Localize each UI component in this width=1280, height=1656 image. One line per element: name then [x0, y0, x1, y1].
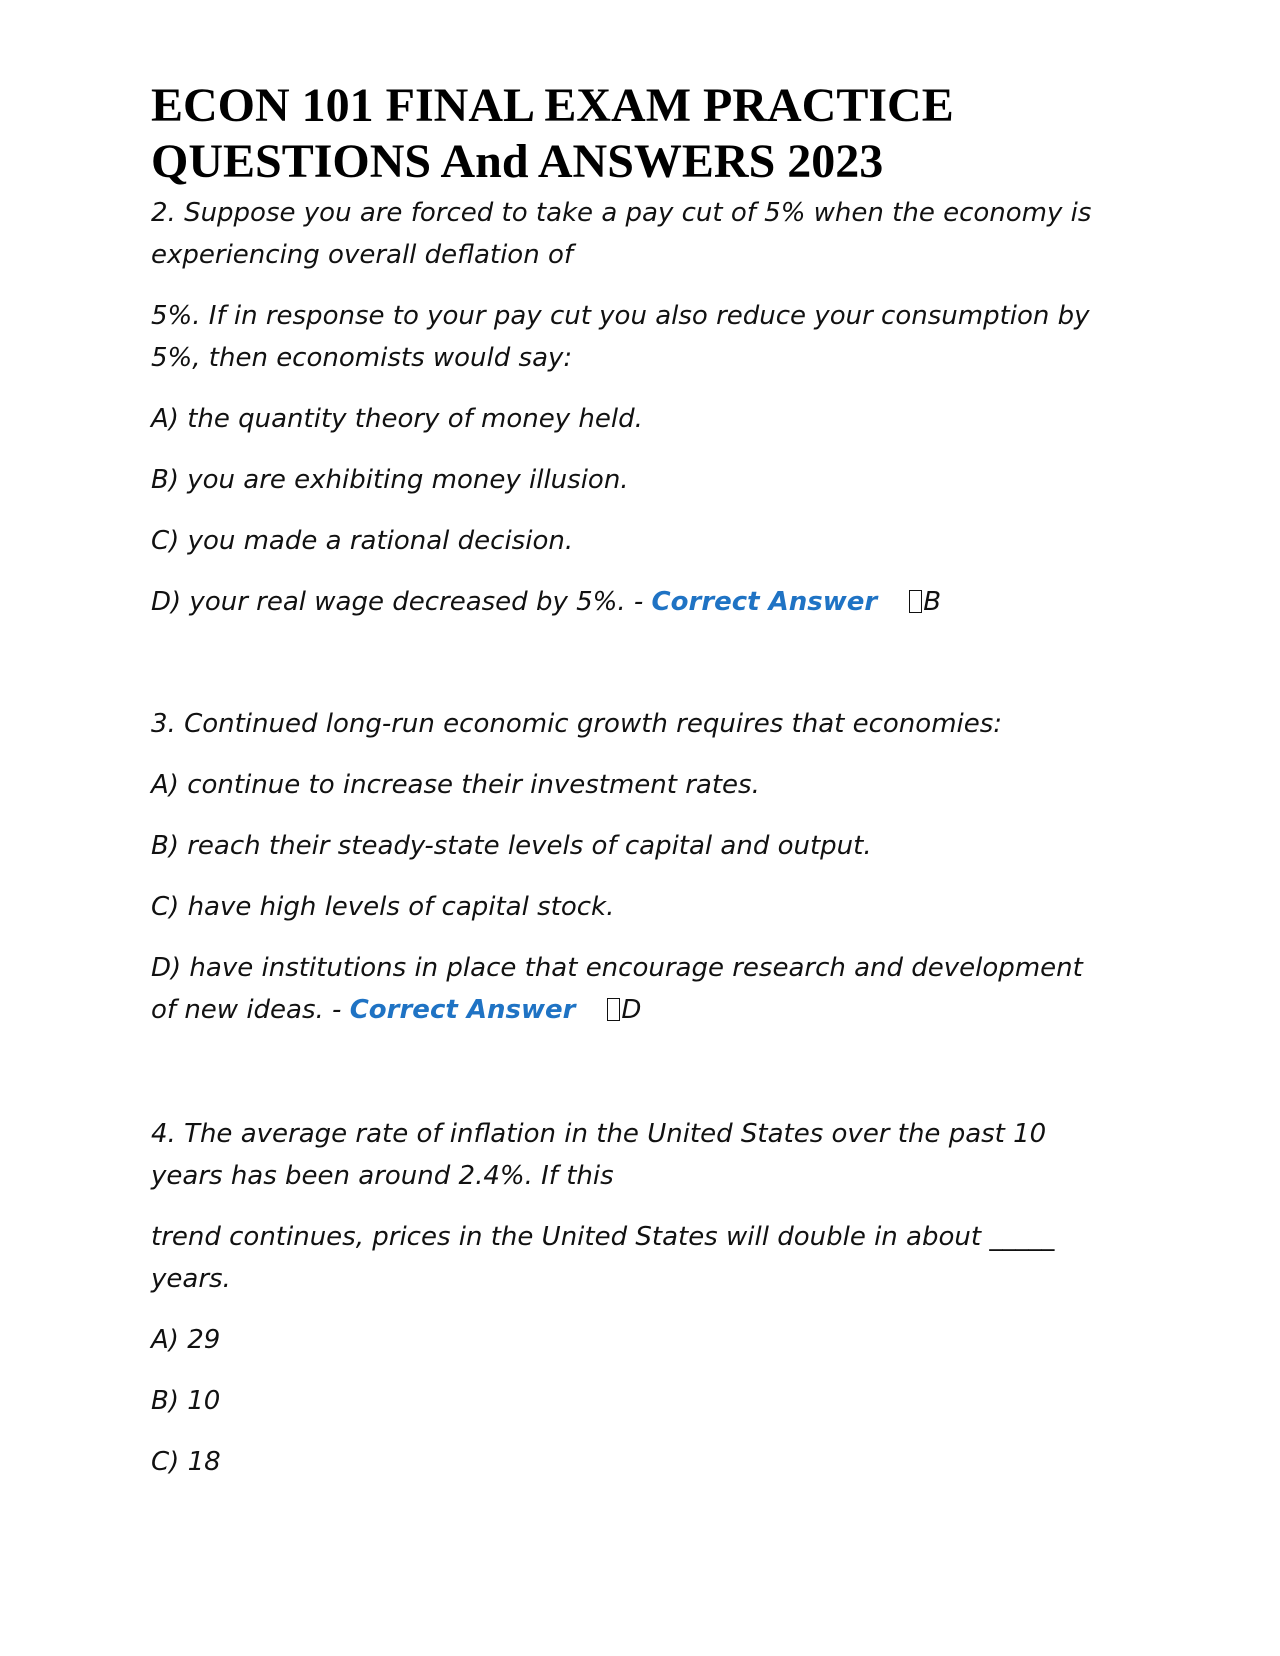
missing-glyph-box-icon: [607, 998, 620, 1021]
question-3-option-c: C) have high levels of capital stock.: [151, 892, 615, 922]
missing-glyph-box-icon: [909, 590, 922, 613]
question-3-stem-line-1: 3. Continued long-run economic growth requires that economies:: [151, 709, 1003, 739]
question-2-stem-line-1: 2. Suppose you are forced to take a pay cut of 5% when the economy is: [151, 198, 1092, 228]
question-2-stem-line-2: experiencing overall deflation of: [151, 240, 574, 270]
question-4-stem-line-1: 4. The average rate of inflation in the United States over the past 10: [151, 1119, 1047, 1149]
question-4-option-c: C) 18: [151, 1447, 221, 1477]
question-3-option-d: D) have institutions in place that encourage research and development: [151, 953, 1083, 983]
question-3-option-d-continued: [151, 988, 1151, 1032]
question-3-option-d-text: of new ideas.: [151, 995, 324, 1025]
question-2-stem-line-3: 5%. If in response to your pay cut you also reduce your consumption by: [151, 301, 1090, 331]
question-3-answer-letter: D: [621, 995, 642, 1025]
question-2-option-d: [151, 580, 1151, 624]
question-3-option-b: B) reach their steady-state levels of capital and output.: [151, 831, 872, 861]
question-2-option-d-text: D) your real wage decreased by 5%.: [151, 587, 626, 617]
question-4-stem-line-3: trend continues, prices in the United States will double in about _____: [151, 1222, 1055, 1252]
answer-separator: -: [323, 995, 350, 1025]
question-2-option-b: B) you are exhibiting money illusion.: [151, 465, 629, 495]
question-2-answer-letter: B: [923, 587, 942, 617]
question-2-option-a: A) the quantity theory of money held.: [151, 404, 643, 434]
question-4-stem-line-4: years.: [151, 1264, 231, 1294]
question-2-option-c: C) you made a rational decision.: [151, 526, 574, 556]
correct-answer-label: Correct Answer: [651, 587, 878, 617]
question-4-stem-line-2: years has been around 2.4%. If this: [151, 1161, 614, 1191]
correct-answer-label: Correct Answer: [349, 995, 576, 1025]
title-line-1: ECON 101 FINAL EXAM PRACTICE: [151, 79, 954, 132]
question-2-stem-line-4: 5%, then economists would say:: [151, 343, 573, 373]
question-4-option-a: A) 29: [151, 1325, 221, 1355]
question-4-option-b: B) 10: [151, 1386, 221, 1416]
document-title: [151, 78, 1151, 190]
question-3-option-a: A) continue to increase their investment rates.: [151, 770, 760, 800]
title-line-2: QUESTIONS And ANSWERS 2023: [151, 135, 884, 188]
answer-separator: -: [625, 587, 652, 617]
